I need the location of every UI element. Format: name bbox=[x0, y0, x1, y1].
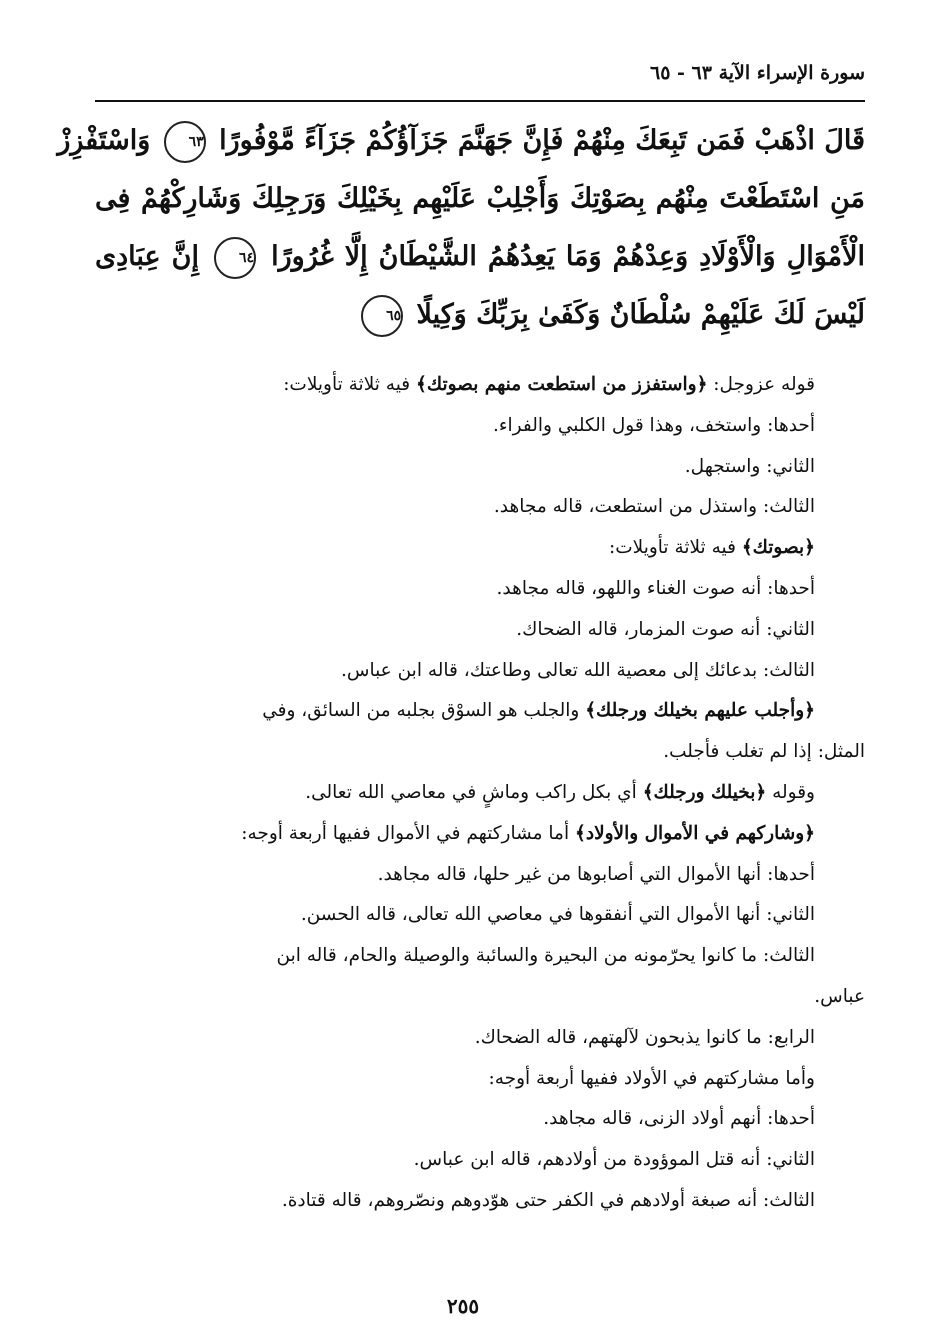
quoted-verse: ﴿بصوتك﴾ bbox=[741, 537, 815, 559]
commentary-text: الثالث: ما كانوا يحرّمونه من البحيرة والسائبة والوصيلة والحام، قاله ابن bbox=[276, 945, 815, 967]
commentary-line bbox=[95, 814, 865, 855]
commentary-text: فيه ثلاثة تأويلات: bbox=[283, 374, 417, 395]
verse-text: لَيْسَ لَكَ عَلَيْهِمْ سُلْطَانٌ وَكَفَىٰ بِرَبِّكَ وَكِيلًا bbox=[416, 299, 865, 330]
commentary-text: أما مشاركتهم في الأموال ففيها أربعة أوجه: bbox=[241, 822, 575, 844]
commentary-line bbox=[95, 1140, 865, 1181]
commentary-text: الثاني: أنه صوت المزمار، قاله الضحاك. bbox=[516, 618, 815, 640]
commentary-text: أحدها: أنها الأموال التي أصابوها من غير حلها، قاله مجاهد. bbox=[377, 863, 815, 885]
commentary-line bbox=[95, 487, 865, 528]
verse-line bbox=[95, 170, 865, 228]
commentary-text: الثاني: أنها الأموال التي أنفقوها في معاصي الله تعالى، قاله الحسن. bbox=[300, 904, 815, 926]
commentary-text: فيه ثلاثة تأويلات: bbox=[609, 537, 742, 559]
surah-title: سورة الإسراء الآية ٦٣ - ٦٥ bbox=[650, 62, 865, 84]
commentary-text: والجلب هو السوْق بجلبه من السائق، وفي bbox=[262, 700, 586, 722]
commentary-line bbox=[95, 732, 865, 773]
commentary-text: المثل: إذا لم تغلب فأجلب. bbox=[663, 741, 865, 763]
verse-text: الْأَمْوَالِ وَالْأَوْلَادِ وَعِدْهُمْ وَمَا يَعِدُهُمُ الشَّيْطَانُ إِلَّا غُرُورًا bbox=[271, 241, 866, 272]
commentary-line bbox=[95, 406, 865, 447]
commentary-text: أي بكل راكب وماشٍ في معاصي الله تعالى. bbox=[305, 781, 643, 803]
commentary-line bbox=[95, 895, 865, 936]
commentary-text: أحدها: أنهم أولاد الزنى، قاله مجاهد. bbox=[543, 1108, 815, 1130]
ayah-number-marker: ٦٣ bbox=[164, 121, 206, 163]
commentary-text: الثالث: واستذل من استطعت، قاله مجاهد. bbox=[493, 496, 815, 518]
commentary-text: أحدها: واستخف، وهذا قول الكلبي والفراء. bbox=[492, 414, 815, 436]
commentary-line bbox=[95, 1018, 865, 1059]
verse-line bbox=[95, 228, 865, 286]
quoted-verse: ﴿وأجلب عليهم بخيلك ورجلك﴾ bbox=[585, 700, 815, 722]
commentary-line bbox=[95, 528, 865, 569]
commentary-line bbox=[95, 1059, 865, 1100]
quoted-verse: ﴿بخيلك ورجلك﴾ bbox=[642, 781, 767, 803]
commentary-line bbox=[95, 1181, 865, 1222]
header-rule bbox=[95, 100, 865, 102]
commentary-text: الرابع: ما كانوا يذبحون لآلهتهم، قاله الضحاك. bbox=[474, 1026, 815, 1048]
verse-text-continued: وَاسْتَفْزِزْ bbox=[57, 125, 151, 156]
page-number: ٢٥٥ bbox=[446, 1294, 480, 1318]
commentary-line bbox=[95, 447, 865, 488]
commentary-text: وأما مشاركتهم في الأولاد ففيها أربعة أوجه: bbox=[488, 1067, 815, 1089]
commentary-text: قوله عزوجل: bbox=[707, 374, 815, 395]
verse-text-continued: إِنَّ عِبَادِى bbox=[95, 241, 200, 272]
commentary-line bbox=[95, 569, 865, 610]
verse-line bbox=[57, 112, 865, 170]
commentary-text: الثالث: بدعائك إلى معصية الله تعالى وطاعتك، قاله ابن عباس. bbox=[341, 659, 815, 681]
commentary-line bbox=[95, 610, 865, 651]
commentary-line bbox=[95, 855, 865, 896]
commentary-line bbox=[95, 365, 865, 406]
commentary-text: عباس. bbox=[814, 985, 865, 1007]
commentary-line bbox=[95, 936, 865, 977]
verse-text: مَنِ اسْتَطَعْتَ مِنْهُم بِصَوْتِكَ وَأَجْلِبْ عَلَيْهِم بِخَيْلِكَ وَرَجِلِكَ وَشَارِكْهُمْ فِى bbox=[95, 183, 865, 214]
tafsir-commentary bbox=[95, 365, 865, 1222]
commentary-line bbox=[95, 691, 865, 732]
commentary-text: الثاني: أنه قتل الموؤودة من أولادهم، قاله ابن عباس. bbox=[413, 1149, 815, 1171]
ayah-number-marker: ٦٥ bbox=[361, 295, 403, 337]
quoted-verse: ﴿وشاركهم في الأموال والأولاد﴾ bbox=[574, 822, 815, 844]
commentary-line bbox=[95, 1099, 865, 1140]
commentary-text: أحدها: أنه صوت الغناء واللهو، قاله مجاهد. bbox=[496, 577, 815, 599]
commentary-text: وقوله bbox=[766, 781, 815, 803]
quran-verses bbox=[57, 112, 866, 344]
commentary-text: الثالث: أنه صبغة أولادهم في الكفر حتى هوّدوهم ونصّروهم، قاله قتادة. bbox=[281, 1189, 815, 1211]
quoted-verse: ﴿واستفزز من استطعت منهم بصوتك﴾ bbox=[416, 374, 708, 395]
verse-text: قَالَ اذْهَبْ فَمَن تَبِعَكَ مِنْهُمْ فَإِنَّ جَهَنَّمَ جَزَآؤُكُمْ جَزَآءً مَّوْفُورًا bbox=[219, 125, 865, 156]
ayah-number-marker: ٦٤ bbox=[214, 237, 256, 279]
commentary-line bbox=[95, 977, 865, 1018]
running-header bbox=[95, 62, 865, 90]
verse-line bbox=[95, 286, 865, 344]
commentary-text: الثاني: واستجهل. bbox=[684, 455, 815, 477]
commentary-line bbox=[95, 651, 865, 692]
commentary-line bbox=[95, 773, 865, 814]
